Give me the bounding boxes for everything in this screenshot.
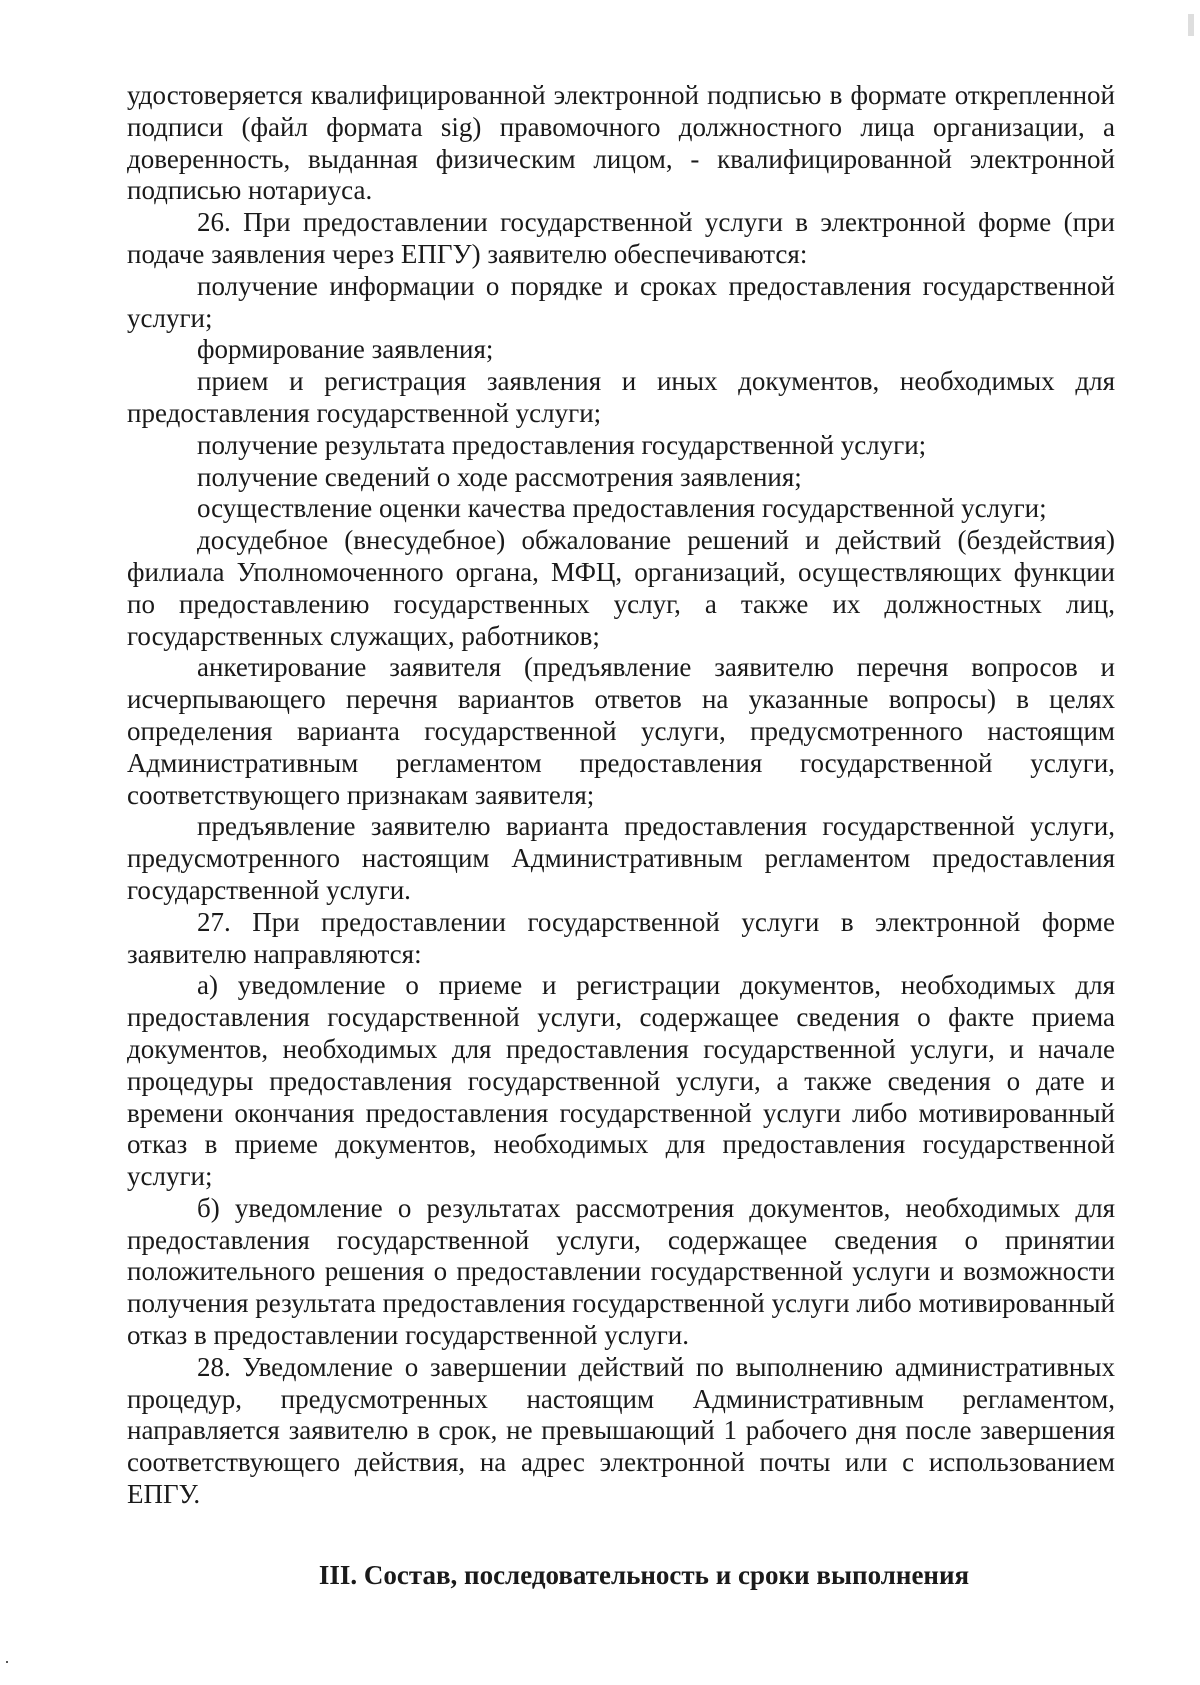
list-item-result: получение результата предоставления государственной услуги; [197, 429, 927, 460]
paragraph-27: 27. При предоставлении государственной услуги в электронной форме заявителю направляются: [127, 906, 1115, 969]
paragraph-27b: б) уведомление о результатах рассмотрения документов, необходимых для предоставления государственной услуги, содержащее сведения о принятии положительного решения о предоставлении государственной услуги и возможности получения результата предоставления государственной услуги либо мотивированный отказ в предоставлении государственной услуги. [127, 1192, 1115, 1351]
paragraph-signature-continuation: удостоверяется квалифицированной электронной подписью в формате открепленной подписи (файл формата sig) правомочного должностного лица организации, а доверенность, выданная физическим лицом, - квалифицированной электронной подписью нотариуса. [127, 80, 1115, 206]
list-item-appeal: досудебное (внесудебное) обжалование решений и действий (бездействия) филиала Уполномоченного органа, МФЦ, организаций, осуществляющих функции по предоставлению государственных услуг, а также их должностных лиц, государственных служащих, работников; [127, 525, 1115, 651]
paragraph-28: 28. Уведомление о завершении действий по выполнению административных процедур, предусмотренных настоящим Административным регламентом, направляется заявителю в срок, не превышающий 1 рабочего дня после завершения соответствующего действия, на адрес электронной почты или с использованием ЕПГУ. [127, 1351, 1115, 1510]
paragraph-27a: а) уведомление о приеме и регистрации документов, необходимых для предоставления государственной услуги, содержащее сведения о факте приема документов, необходимых для предоставления государственной услуги, и начале процедуры предоставления государственной услуги, а также сведения о дате и времени окончания предоставления государственной услуги либо мотивированный отказ в приеме документов, необходимых для предоставления государственной услуги; [127, 970, 1115, 1192]
list-item-quality: осуществление оценки качества предоставления государственной услуги; [197, 493, 1047, 524]
list-item-info: получение информации о порядке и сроках предоставления государственной услуги; [127, 270, 1115, 333]
list-item-questionnaire: анкетирование заявителя (предъявление заявителю перечня вопросов и исчерпывающего перечня вариантов ответов на указанные вопросы) в целях определения варианта государственной услуги, предусмотренного настоящим Административным регламентом предоставления государственной услуги, соответствующего признакам заявителя; [127, 652, 1115, 810]
list-item-form-application: формирование заявления; [197, 334, 494, 365]
list-item-variant: предъявление заявителю варианта предоставления государственной услуги, предусмотренного настоящим Административным регламентом предоставления государственной услуги. [127, 811, 1115, 905]
list-item-registration: прием и регистрация заявления и иных документов, необходимых для предоставления государственной услуги; [127, 366, 1115, 428]
section-heading: III. Состав, последовательность и сроки выполнения [318, 1560, 970, 1590]
paragraph-26: 26. При предоставлении государственной услуги в электронной форме (при подаче заявления через ЕПГУ) заявителю обеспечиваются: [127, 207, 1115, 269]
scan-edge-mark [1188, 14, 1194, 36]
scan-corner-mark [6, 1661, 8, 1663]
document-body [127, 80, 1115, 1511]
list-item-progress: получение сведений о ходе рассмотрения заявления; [197, 461, 802, 492]
